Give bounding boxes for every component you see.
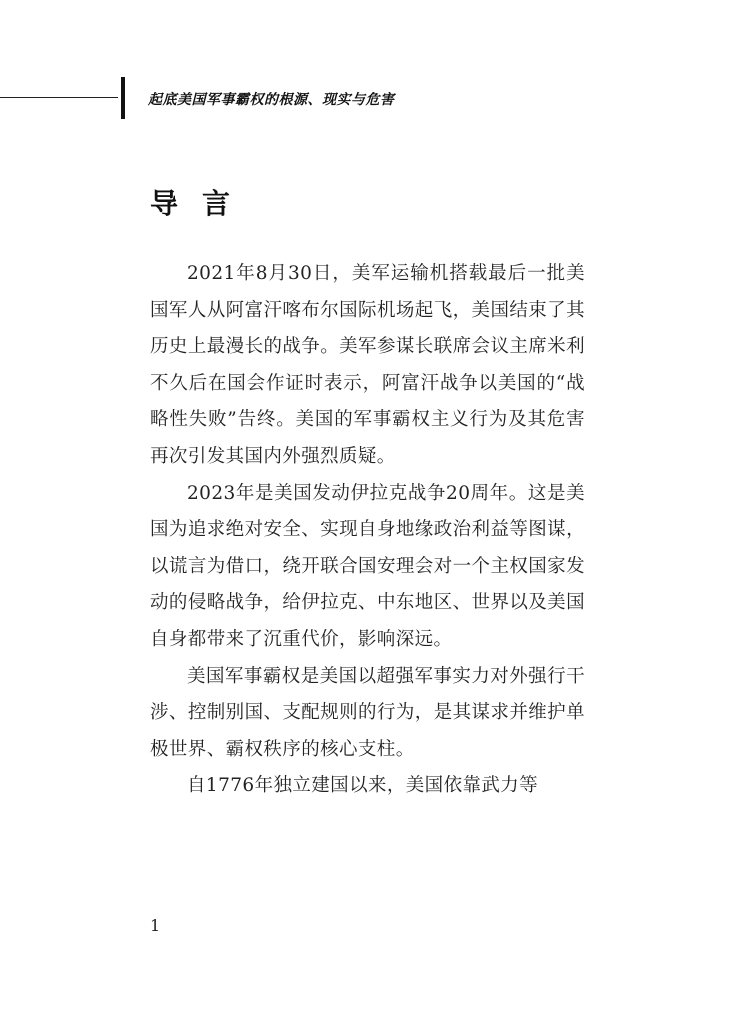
paragraph: 自1776年独立建国以来，美国依靠武力等 (187, 775, 539, 797)
body-text (150, 256, 585, 805)
paragraph: 美国军事霸权是美国以超强军事实力对外强行干涉、控制别国、支配规则的行为，是其谋求并维护单极世界、霸权秩序的核心支柱。 (150, 665, 585, 760)
section-heading: 导言 (150, 187, 255, 220)
paragraph: 2023年是美国发动伊拉克战争20周年。这是美国为追求绝对安全、实现自身地缘政治利益等图谋，以谎言为借口，绕开联合国安理会对一个主权国家发动的侵略战争，给伊拉克、中东地区、世界以及美国自身都带来了沉重代价，影响深远。 (150, 482, 585, 650)
running-title: 起底美国军事霸权的根源、现实与危害 (148, 92, 395, 108)
page-number: 1 (150, 916, 161, 935)
paragraph: 2021年8月30日，美军运输机搭载最后一批美国军人从阿富汗喀布尔国际机场起飞，美国结束了其历史上最漫长的战争。美军参谋长联席会议主席米利不久后在国会作证时表示，阿富汗战争以美国的“战略性失败”告终。美国的军事霸权主义行为及其危害再次引发其国内外强烈质疑。 (150, 263, 585, 467)
header-rule (0, 97, 118, 98)
header-bar (121, 77, 125, 119)
